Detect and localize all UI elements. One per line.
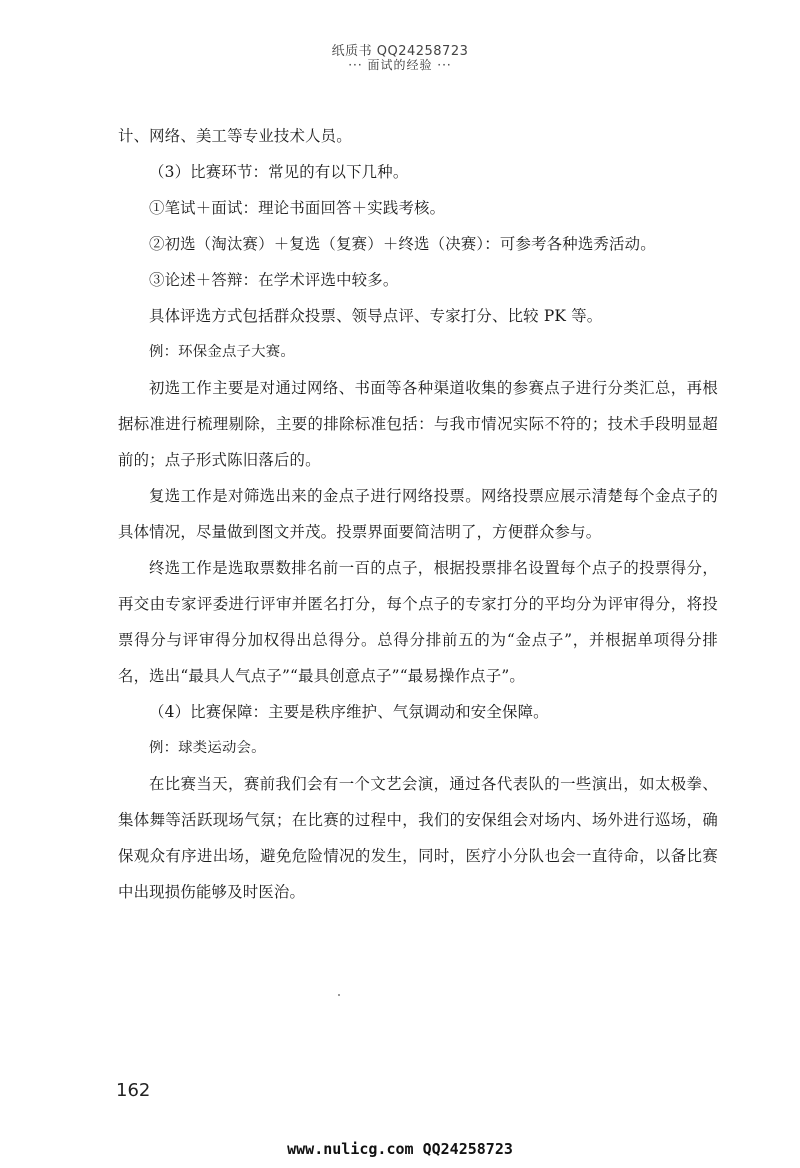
paragraph-continuation: 计、网络、美工等专业技术人员。 — [118, 127, 352, 145]
paragraph-example-2: 例：球类运动会。 — [149, 740, 266, 756]
page-body — [118, 118, 718, 910]
bottom-watermark: www.nulicg.com QQ24258723 — [287, 1140, 513, 1158]
paragraph-second-round: 复选工作是对筛选出来的金点子进行网络投票。网络投票应展示清楚每个金点子的具体情况，尽量做到图文并茂。投票界面要简洁明了，方便群众参与。 — [118, 487, 718, 541]
paragraph-final-round: 终选工作是选取票数排名前一百的点子，根据投票排名设置每个点子的投票得分，再交由专家评委进行评审并匿名打分，每个点子的专家打分的平均分为评审得分，将投票得分与评审得分加权得出总得分。总得分排前五的为“金点子”，并根据单项得分排名，选出“最具人气点子”“最具创意点子”“最易操作点子”。 — [118, 559, 718, 685]
paragraph-item-3: ③论述＋答辩：在学术评选中较多。 — [149, 271, 399, 289]
paragraph-section-3: （3）比赛环节：常见的有以下几种。 — [149, 163, 409, 181]
paragraph-preliminary: 初选工作主要是对通过网络、书面等各种渠道收集的参赛点子进行分类汇总，再根据标准进行梳理剔除，主要的排除标准包括：与我市情况实际不符的；技术手段明显超前的；点子形式陈旧落后的。 — [118, 379, 718, 469]
paragraph-item-2: ②初选（淘汰赛）＋复选（复赛）＋终选（决赛）：可参考各种选秀活动。 — [149, 235, 656, 253]
paragraph-methods: 具体评选方式包括群众投票、领导点评、专家打分、比较 PK 等。 — [149, 307, 603, 325]
paragraph-item-1: ①笔试＋面试：理论书面回答＋实践考核。 — [149, 199, 446, 217]
top-watermark: 纸质书 QQ24258723 — [331, 44, 469, 59]
paragraph-example-1: 例：环保金点子大赛。 — [149, 344, 295, 360]
paragraph-match-day: 在比赛当天，赛前我们会有一个文艺会演，通过各代表队的一些演出，如太极拳、集体舞等活跃现场气氛；在比赛的过程中，我们的安保组会对场内、场外进行巡场，确保观众有序进出场，避免危险情况的发生，同时，医疗小分队也会一直待命，以备比赛中出现损伤能够及时医治。 — [118, 775, 718, 901]
running-header: ··· 面试的经验 ··· — [348, 58, 452, 72]
page-number: 162 — [116, 1080, 151, 1101]
paragraph-section-4: （4）比赛保障：主要是秩序维护、气氛调动和安全保障。 — [149, 703, 549, 721]
scan-speck — [338, 994, 340, 996]
